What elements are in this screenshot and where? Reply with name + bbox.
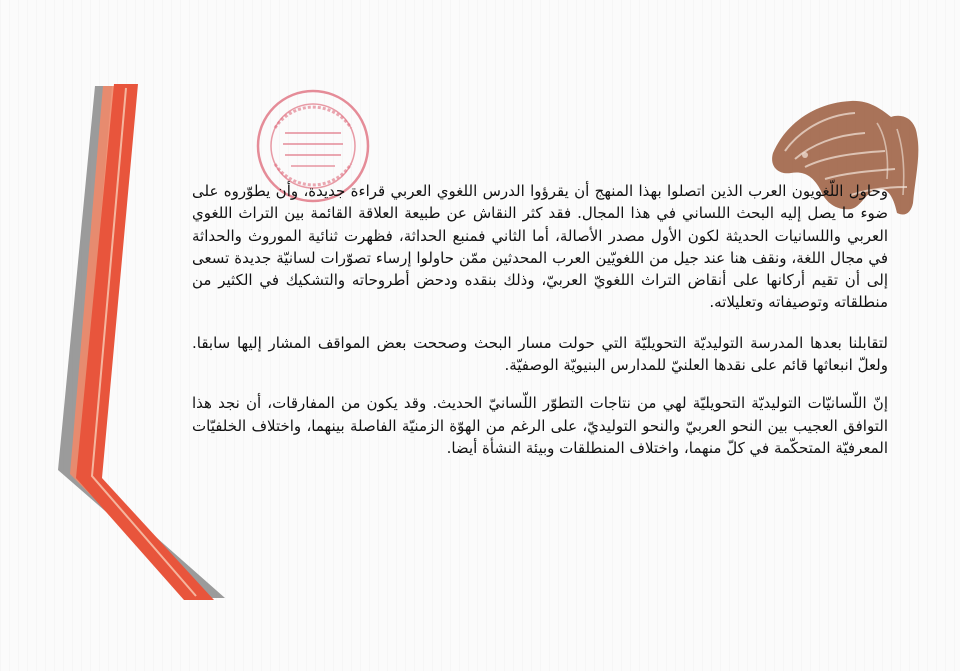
article-text [192,180,888,473]
paragraph-2: لتقابلنا بعدها المدرسة التوليديّة التحويليّة التي حولت مسار البحث وصححت بعض المواقف المشار إليها سابقا. ولعلّ انبعاثها قائم على نقدها العلنيّ للمدارس البنيويّة الوصفيّة. [192,333,888,375]
paragraph-1: وحاول اللّغويون العرب الذين اتصلوا بهذا المنهج أن يقرؤوا الدرس اللغوي العربي قراءة جديدة، وأن يطوّروه على ضوء ما يصل إليه البحث اللساني في هذا المجال. فقد كثر النقاش عن طبيعة العلاقة القائمة بين التراث اللغوي العربي واللسانيات الحديثة لكون الأول مصدر الأصالة، أما الثاني فمنبع الحداثة، فظهرت ثنائية الموروث والحداثة في مجال اللغة، ونقف هنا عند جيل من اللغويّين العرب المحدثين ممّن حاولوا إرساء تصوّرات لسانيّة جديدة تسعى إلى أن تقيم أركانها على أنقاض التراث اللغويّ العربيّ، وذلك بنقده ودحض أطروحاته والتشكيك في الكثير من منطلقاته وتوصيفاته وتعليلاته. [192,182,888,312]
paragraph-3: إنّ اللّسانيّات التوليديّة التحويليّة لهي من نتاجات التطوّر اللّسانيّ الحديث. وقد يكون من المفارقات، أن نجد هذا التوافق العجيب بين النحو العربيّ والنحو التوليديّ، على الرغم من الهوّة الزمنيّة الفاصلة بينهما، واختلاف الخلفيّات المعرفيّة المتحكّمة في كلّ منهما، واختلاف المنطلقات وبيئة النشأة أيضا. [192,394,888,457]
